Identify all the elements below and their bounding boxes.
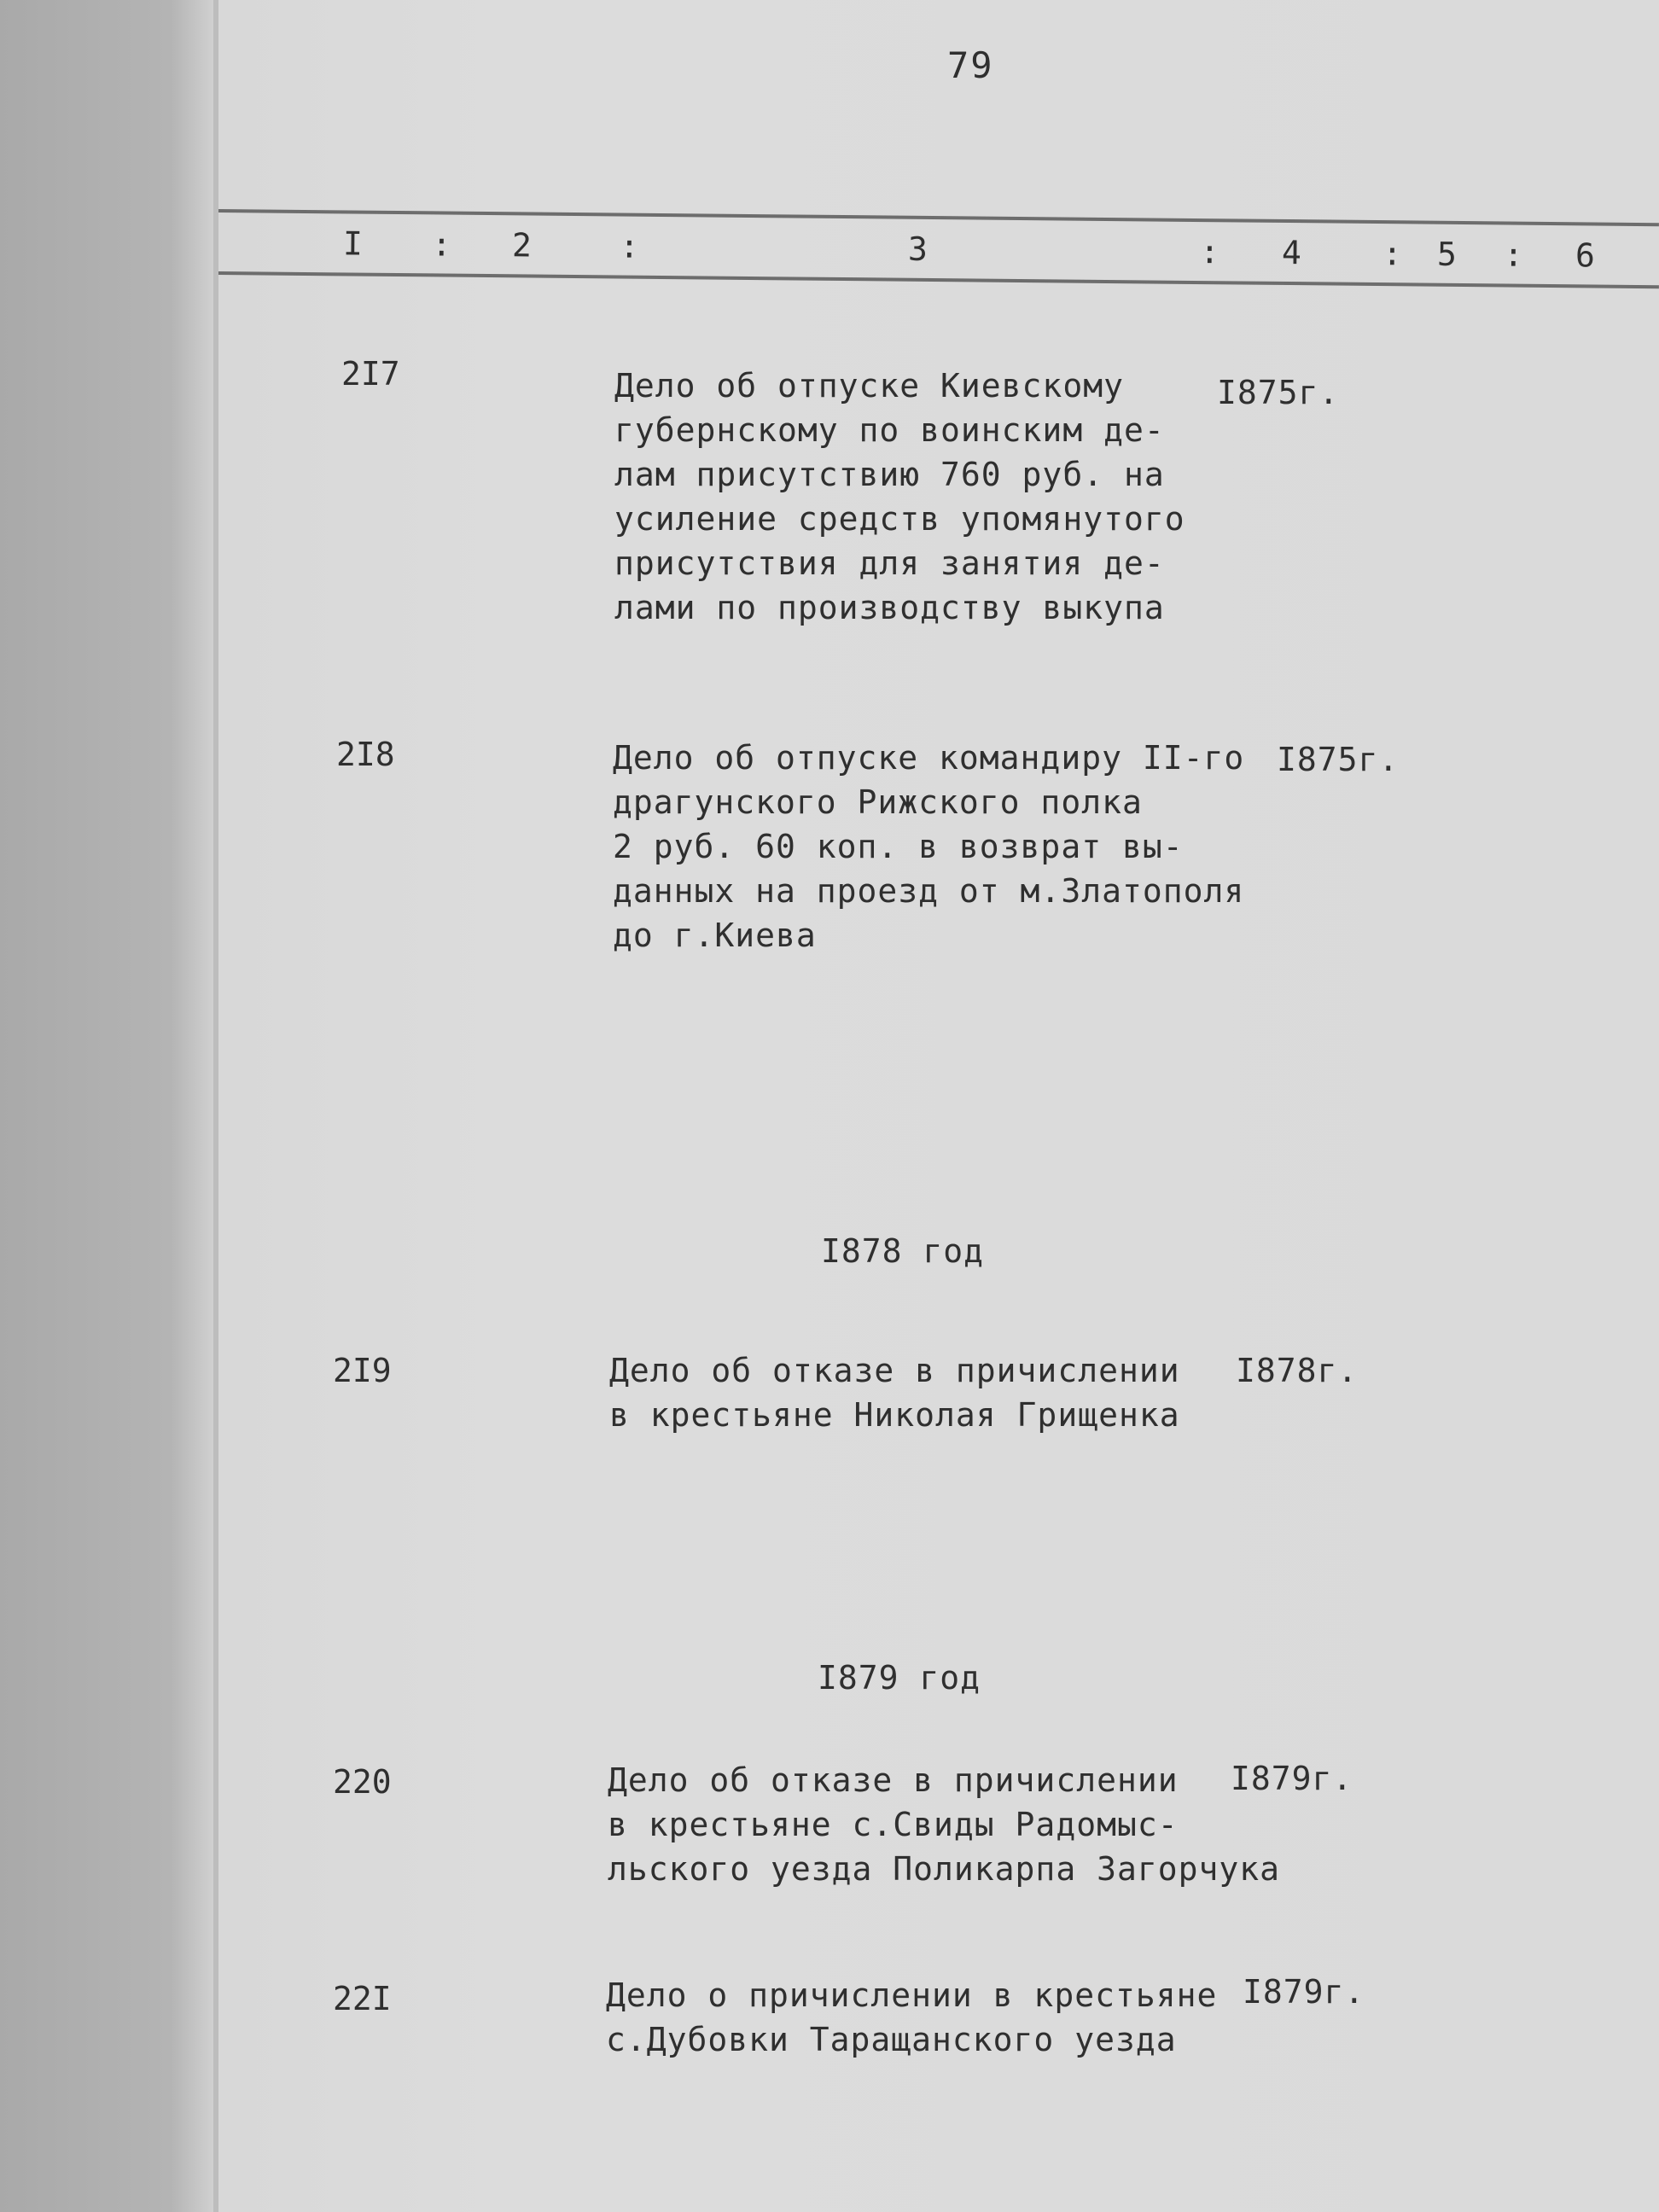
column-1-label: I <box>342 224 364 263</box>
entry-year: I875г. <box>1217 374 1340 411</box>
column-2-label: 2 <box>511 226 533 265</box>
entry-description: Дело об отпуске Киевскому губернскому по воинским де- лам присутствию 760 руб. на усиление средств упомянутого присутствия для занятия де- лами по производству выкупа <box>614 367 1185 626</box>
year-heading: I878 год <box>821 1232 985 1270</box>
year-heading: I879 год <box>818 1659 981 1697</box>
column-separator: : <box>1503 236 1524 274</box>
entry-number: 220 <box>333 1763 392 1801</box>
column-separator: : <box>619 227 640 265</box>
entry-year: I875г. <box>1277 741 1400 778</box>
column-separator: : <box>1199 233 1220 271</box>
page-fold-shadow <box>213 0 218 2212</box>
column-4-label: 4 <box>1281 233 1302 272</box>
entry-description: Дело об отпуске командиру II-го драгунского Рижского полка 2 руб. 60 коп. в возврат вы- данных на проезд от м.Златополя до г.Киева <box>613 739 1245 954</box>
entry-description: Дело об отказе в причислении в крестьяне с.Свиды Радомыс- льского уезда Поликарпа Загорчука <box>608 1761 1280 1888</box>
page-number: 79 <box>947 44 994 86</box>
entry-description: Дело об отказе в причислении в крестьяне Николая Грищенка <box>609 1352 1180 1434</box>
header-rule-top <box>218 209 1659 226</box>
entry-year: I879г. <box>1231 1760 1353 1797</box>
entry-number: 2I9 <box>333 1352 392 1389</box>
entry-year: I878г. <box>1236 1352 1359 1389</box>
column-3-label: 3 <box>907 230 928 268</box>
entry-number: 2I7 <box>341 355 400 393</box>
column-5-label: 5 <box>1436 235 1458 273</box>
entry-description: Дело о причислении в крестьяне с.Дубовки Таращанского уезда <box>606 1976 1218 2058</box>
column-6-label: 6 <box>1575 236 1596 275</box>
entry-number: 2I8 <box>336 736 395 773</box>
entry-number: 22I <box>333 1980 392 2017</box>
entry-year: I879г. <box>1243 1973 1365 2011</box>
column-separator: : <box>1382 235 1403 273</box>
column-header-row <box>218 224 1659 280</box>
column-separator: : <box>431 225 452 264</box>
